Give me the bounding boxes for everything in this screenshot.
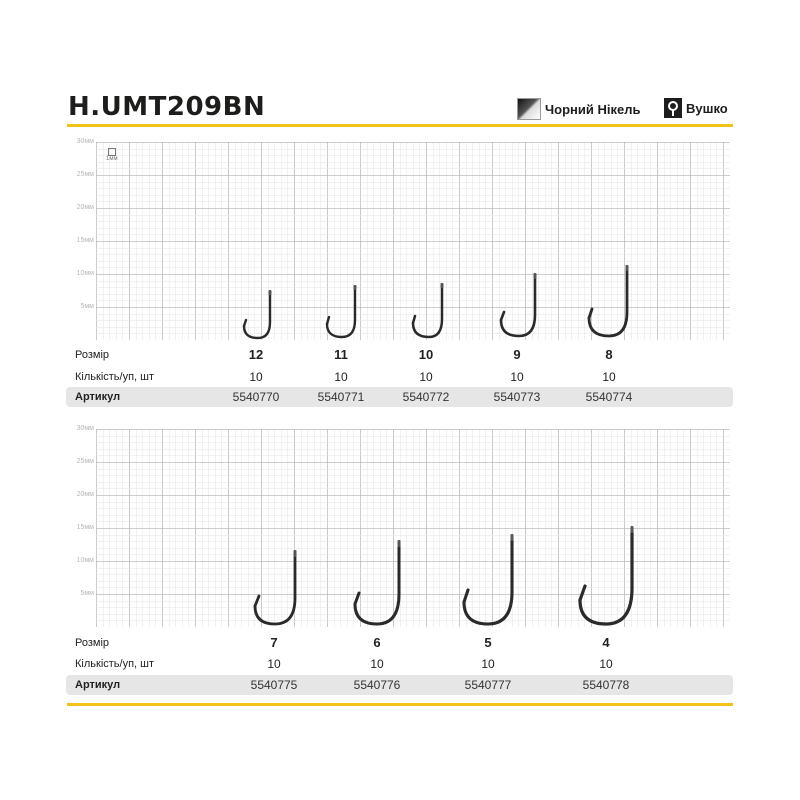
hook-size-5 <box>457 530 521 632</box>
qty-value: 10 <box>602 370 616 384</box>
hook-size-7 <box>248 546 304 632</box>
bottom-divider <box>67 703 733 706</box>
qty-value: 10 <box>481 657 495 671</box>
article-value: 5540775 <box>250 678 298 692</box>
eye-label: Вушко <box>686 100 728 116</box>
article-value: 5540778 <box>582 678 630 692</box>
article-value: 5540771 <box>317 390 365 404</box>
size-row-label: Розмір <box>75 349 110 361</box>
product-title: H.UMT209BN <box>68 92 266 122</box>
article-value: 5540777 <box>464 678 512 692</box>
size-row-label: Розмір <box>75 637 110 649</box>
finish-label: Чорний Нікель <box>545 101 641 117</box>
y-label-20: 20мм <box>76 491 94 498</box>
size-value: 12 <box>248 347 264 362</box>
eye-hook-icon <box>664 98 682 118</box>
hook-size-11 <box>320 282 362 344</box>
hook-size-10 <box>406 280 450 344</box>
y-label-20: 20мм <box>76 204 94 211</box>
size-value: 10 <box>418 347 434 362</box>
qty-row-label: Кількість/уп, шт <box>75 371 155 383</box>
qty-value: 10 <box>267 657 281 671</box>
y-label-15: 15мм <box>76 237 94 244</box>
size-value: 11 <box>334 347 348 362</box>
article-value: 5540770 <box>232 390 280 404</box>
finish-legend <box>517 98 640 120</box>
size-value: 4 <box>602 635 610 650</box>
unit-label: 1мм <box>106 156 118 162</box>
qty-value: 10 <box>249 370 263 384</box>
y-label-10: 10мм <box>76 270 94 277</box>
y-label-25: 25мм <box>76 171 94 178</box>
article-value: 5540773 <box>493 390 541 404</box>
black-nickel-swatch-icon <box>517 98 541 120</box>
article-value: 5540774 <box>585 390 633 404</box>
qty-value: 10 <box>599 657 613 671</box>
size-value: 8 <box>605 347 613 362</box>
article-value: 5540776 <box>353 678 401 692</box>
y-label-30: 30мм <box>76 425 94 432</box>
size-value: 5 <box>484 635 492 650</box>
y-label-15: 15мм <box>76 524 94 531</box>
size-value: 7 <box>270 635 278 650</box>
qty-value: 10 <box>419 370 433 384</box>
hook-size-4 <box>573 522 641 632</box>
unit-square-icon <box>108 148 116 156</box>
y-label-25: 25мм <box>76 458 94 465</box>
article-row-label: Артикул <box>75 679 121 691</box>
article-value: 5540772 <box>402 390 450 404</box>
y-label-30: 30мм <box>76 138 94 145</box>
hook-size-12 <box>236 286 278 344</box>
hook-size-9 <box>494 270 544 344</box>
qty-value: 10 <box>370 657 384 671</box>
size-value: 9 <box>513 347 521 362</box>
y-label-10: 10мм <box>76 557 94 564</box>
y-label-5: 5мм <box>80 303 94 310</box>
hook-size-6 <box>348 536 408 632</box>
qty-value: 10 <box>334 370 348 384</box>
top-divider <box>67 124 733 127</box>
hook-size-8 <box>582 262 636 344</box>
qty-value: 10 <box>510 370 524 384</box>
article-row-label: Артикул <box>75 391 121 403</box>
y-label-5: 5мм <box>80 590 94 597</box>
unit-box <box>106 148 118 162</box>
size-value: 6 <box>373 635 381 650</box>
eye-legend <box>664 98 728 118</box>
qty-row-label: Кількість/уп, шт <box>75 658 155 670</box>
